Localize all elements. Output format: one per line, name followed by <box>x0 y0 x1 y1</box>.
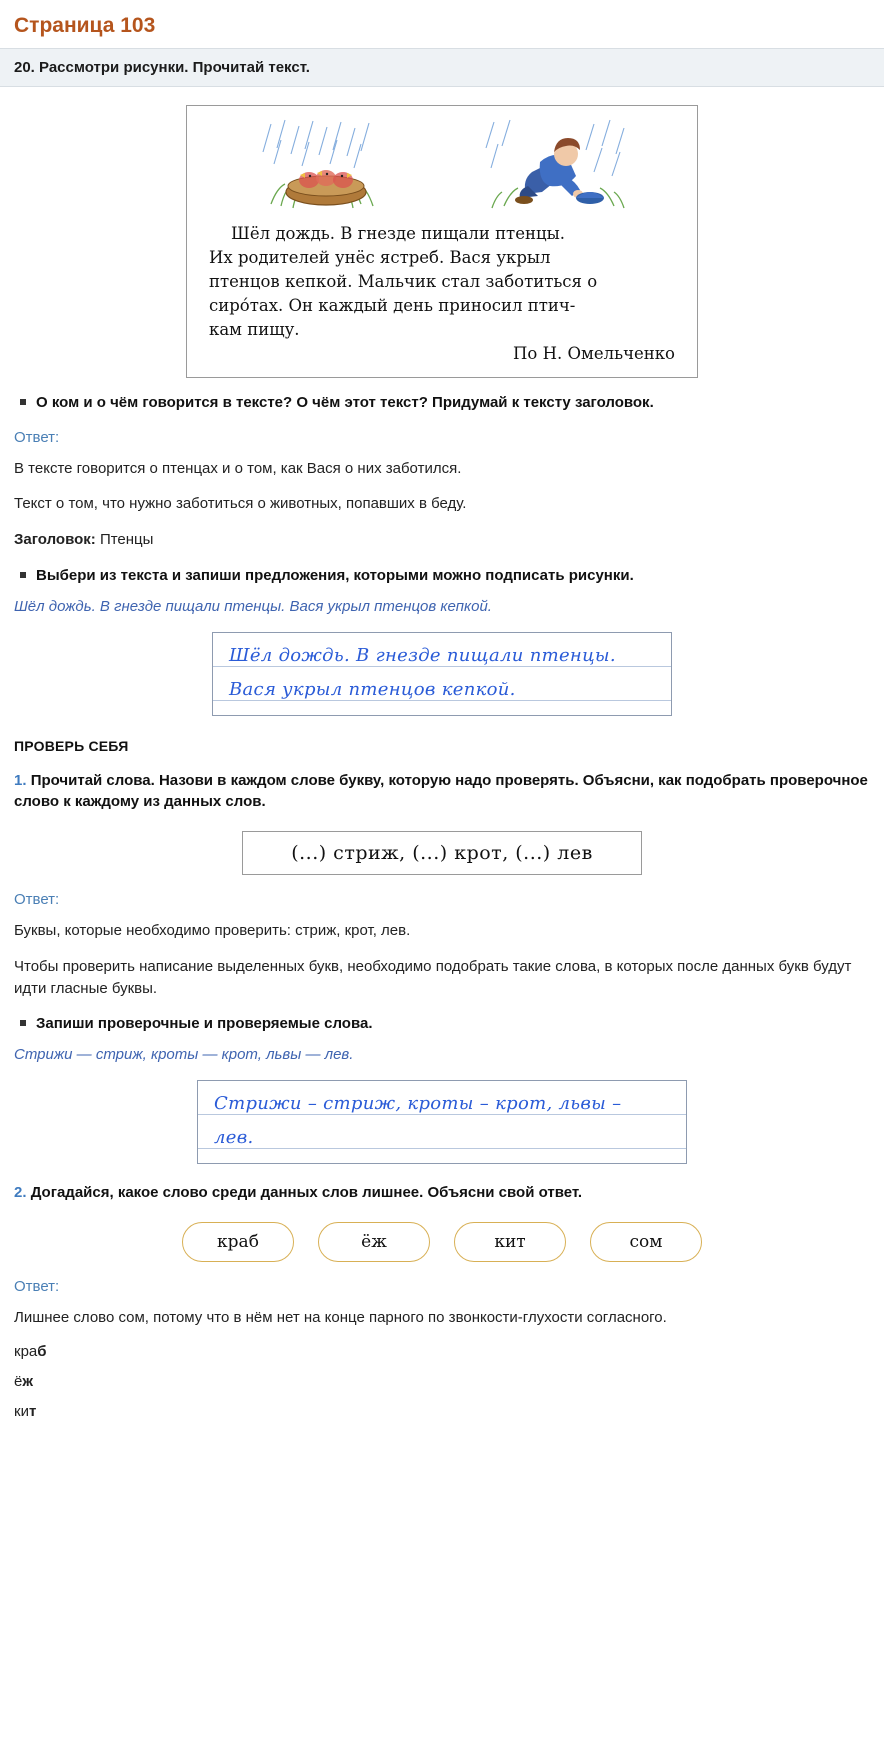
word-chip[interactable]: ёж <box>318 1222 430 1262</box>
answer-paragraph-2: Текст о том, что нужно заботиться о животных, попавших в беду. <box>14 495 467 513</box>
excerpt-line-5: кам пищу. <box>209 319 300 339</box>
task-2-body: Догадайся, какое слово среди данных слов лишнее. Объясни свой ответ. <box>30 1184 583 1202</box>
question-item: О ком и о чём говорится в тексте? О чём этот текст? Придумай к тексту заголовок. <box>14 392 870 413</box>
handwriting-box-2 <box>197 1080 687 1164</box>
excerpt-line-2: Их родителей унёс ястреб. Вася укрыл <box>209 247 551 267</box>
task-1-body: Прочитай слова. Назови в каждом слове букву, которую надо проверять. Объясни, как подобрать проверочное слово к каждому из данных слов. <box>14 771 868 811</box>
excerpt-text <box>209 222 675 342</box>
word-bold-letter: б <box>37 1342 47 1360</box>
word-chip[interactable]: кит <box>454 1222 566 1262</box>
answer-label: Ответ: <box>14 1277 60 1295</box>
word-stem: ё <box>14 1372 23 1390</box>
word-chip[interactable]: краб <box>182 1222 294 1262</box>
list-item <box>14 1403 870 1421</box>
excerpt-card <box>186 105 698 378</box>
word-chip[interactable]: сом <box>590 1222 702 1262</box>
nest-with-chicks-illustration <box>241 118 411 214</box>
word-bold-letter: т <box>28 1402 37 1420</box>
answer-label: Ответ: <box>14 428 60 446</box>
question-item: Выбери из текста и запиши предложения, которыми можно подписать рисунки. <box>14 565 870 586</box>
boy-with-cap-illustration <box>474 118 644 214</box>
list-item <box>14 1373 870 1391</box>
excerpt-line-4: сиро́тах. Он каждый день приносил птич- <box>209 295 576 315</box>
word-bold-letter: ж <box>22 1372 33 1390</box>
answer-paragraph-1: В тексте говорится о птенцах и о том, как Вася о них заботился. <box>14 459 462 477</box>
excerpt-line-1: Шёл дождь. В гнезде пищали птенцы. <box>231 224 565 243</box>
handwriting-line: лев. <box>214 1127 254 1149</box>
answer-italic-2: Стрижи — стриж, кроты — крот, львы — лев. <box>14 1046 354 1064</box>
question-list-1 <box>14 392 870 413</box>
task-1-number: 1. <box>14 771 27 789</box>
task-2-answer-paragraph: Лишнее слово сом, потому что в нём нет на конце парного по звонкости-глухости согласного. <box>14 1308 667 1326</box>
page-content <box>0 105 884 1421</box>
task-2-text <box>14 1182 870 1204</box>
handwriting-line: Стрижи – стриж, кроты – крот, львы – <box>214 1093 622 1115</box>
task-20-header: 20. Рассмотри рисунки. Прочитай текст. <box>0 48 884 87</box>
question-list-2 <box>14 565 870 586</box>
word-stem: ки <box>14 1402 29 1420</box>
excerpt-author: По Н. Омельченко <box>513 343 675 363</box>
page-title: Страница 103 <box>14 14 156 37</box>
excerpt-line-3: птенцов кепкой. Мальчик стал заботиться о <box>209 271 598 291</box>
task-2-number: 2. <box>14 1184 27 1202</box>
handwriting-box-1 <box>212 632 672 716</box>
question-item: Запиши проверочные и проверяемые слова. <box>14 1013 870 1034</box>
task-1-answer-paragraph-1: Буквы, которые необходимо проверить: стриж, крот, лев. <box>14 922 411 940</box>
word-stem: кра <box>14 1342 38 1360</box>
handwriting-line: Вася укрыл птенцов кепкой. <box>229 678 516 700</box>
headline-label: Заголовок: <box>14 531 96 549</box>
answer-label: Ответ: <box>14 891 60 909</box>
list-item <box>14 1343 870 1361</box>
task-1-answer-paragraph-2: Чтобы проверить написание выделенных букв, необходимо подобрать такие слова, в которых после данных букв будут идти гласные буквы. <box>14 957 852 997</box>
headline-line <box>14 529 870 551</box>
words-box: (...) стриж, (...) крот, (...) лев <box>242 831 642 875</box>
task-1-text <box>14 770 870 814</box>
check-yourself-title: ПРОВЕРЬ СЕБЯ <box>14 737 129 754</box>
word-chip-row <box>14 1222 870 1262</box>
illustrations <box>209 118 675 214</box>
question-list-3 <box>14 1013 870 1034</box>
answer-italic-1: Шёл дождь. В гнезде пищали птенцы. Вася укрыл птенцов кепкой. <box>14 597 492 615</box>
handwriting-line: Шёл дождь. В гнезде пищали птенцы. <box>229 644 616 666</box>
headline-value: Птенцы <box>99 531 154 549</box>
